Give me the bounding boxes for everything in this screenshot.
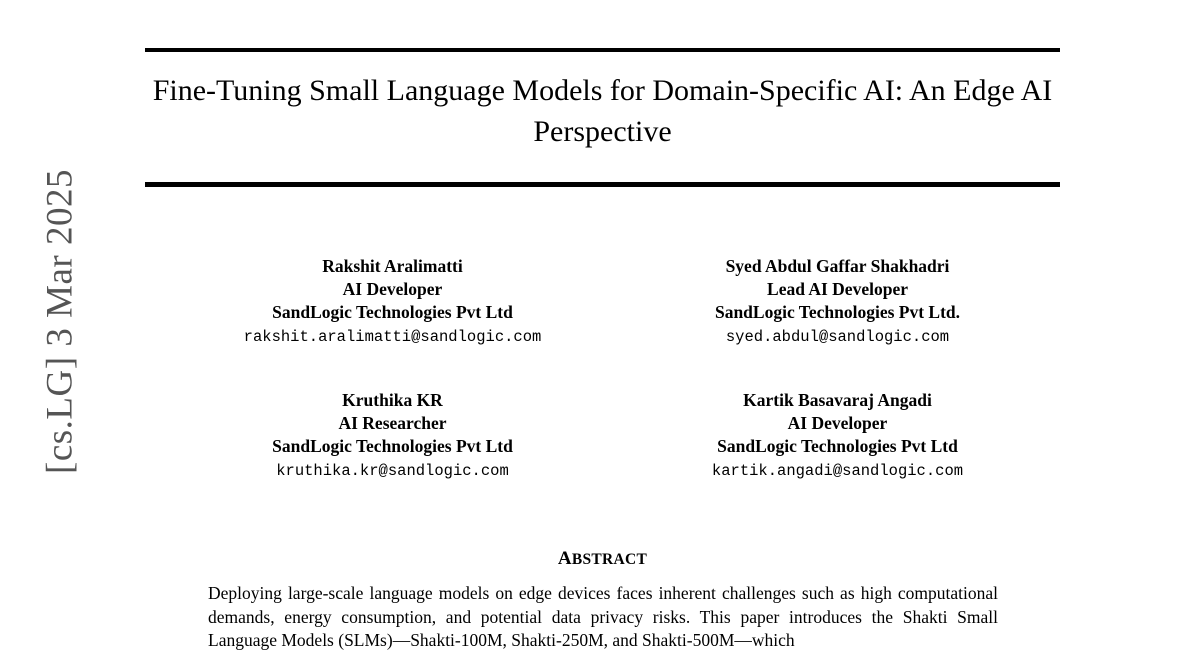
arxiv-vertical-stamp <box>0 0 110 648</box>
abstract-heading-initial: A <box>557 548 572 569</box>
arxiv-stamp-text: [cs.LG] 3 Mar 2025 <box>39 169 81 474</box>
author-organization: SandLogic Technologies Pvt Ltd <box>272 302 513 322</box>
author-email[interactable]: kruthika.kr@sandlogic.com <box>276 462 509 480</box>
abstract-heading <box>130 548 1075 570</box>
author-name: Rakshit Aralimatti <box>322 256 463 276</box>
author-role: Lead AI Developer <box>767 279 908 299</box>
author-role: AI Researcher <box>338 413 447 433</box>
author-name: Kruthika KR <box>342 390 443 410</box>
author-organization: SandLogic Technologies Pvt Ltd <box>717 436 958 456</box>
author-role: AI Developer <box>787 413 888 433</box>
author-list <box>170 255 1060 483</box>
abstract-heading-rest: BSTRACT <box>571 551 648 568</box>
abstract-text: Deploying large-scale language models on edge devices faces inherent challenges such as high computational demands, energy consumption, and potential data privacy risks. This paper introduces the Shakti Small Language Models (SLMs)—Shakti-100M, Shakti-250M, and Shakti-500M—which <box>208 583 998 650</box>
author-name: Syed Abdul Gaffar Shakhadri <box>725 256 950 276</box>
author-role: AI Developer <box>342 279 443 299</box>
author-block <box>615 255 1060 349</box>
author-block <box>170 255 615 349</box>
author-row <box>170 255 1060 349</box>
author-block <box>615 389 1060 483</box>
author-email[interactable]: syed.abdul@sandlogic.com <box>725 328 950 346</box>
author-row <box>170 389 1060 483</box>
author-name: Kartik Basavaraj Angadi <box>743 390 932 410</box>
title-rule-bottom <box>145 182 1060 187</box>
author-email[interactable]: kartik.angadi@sandlogic.com <box>711 462 964 480</box>
author-email[interactable]: rakshit.aralimatti@sandlogic.com <box>243 328 542 346</box>
title-rule-top <box>145 48 1060 52</box>
author-organization: SandLogic Technologies Pvt Ltd <box>272 436 513 456</box>
author-organization: SandLogic Technologies Pvt Ltd. <box>714 302 961 322</box>
paper-page <box>110 0 1200 648</box>
page-title: Fine-Tuning Small Language Models for Domain-Specific AI: An Edge AI Perspective <box>152 74 1053 148</box>
author-block <box>170 389 615 483</box>
